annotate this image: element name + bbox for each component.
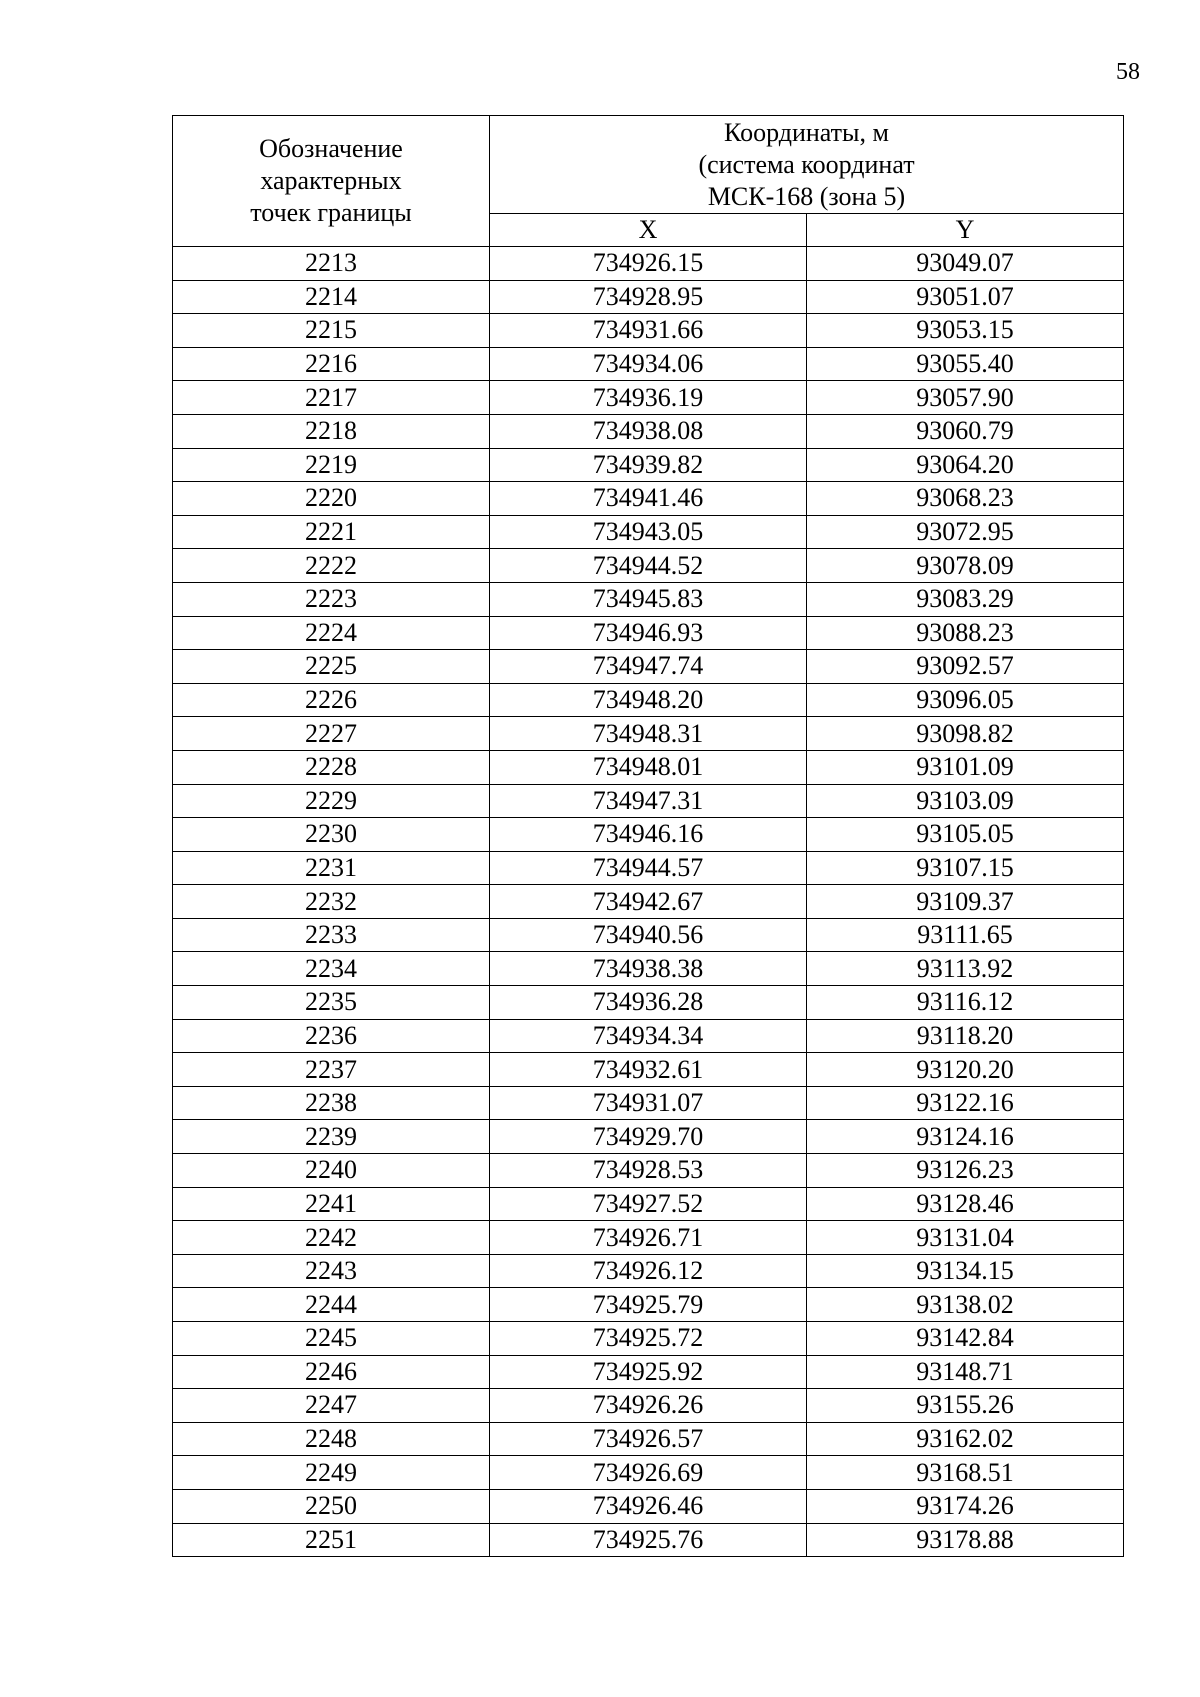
point-cell: 2245 bbox=[173, 1322, 490, 1356]
x-coordinate-cell: 734926.26 bbox=[490, 1389, 807, 1423]
table-row bbox=[173, 1053, 1124, 1087]
y-column-header: Y bbox=[807, 214, 1124, 247]
y-coordinate-cell: 93134.15 bbox=[807, 1254, 1124, 1288]
y-coordinate-cell: 93064.20 bbox=[807, 448, 1124, 482]
x-coordinate-cell: 734926.15 bbox=[490, 247, 807, 281]
x-coordinate-cell: 734926.57 bbox=[490, 1422, 807, 1456]
x-coordinate-cell: 734947.31 bbox=[490, 784, 807, 818]
y-coordinate-cell: 93101.09 bbox=[807, 750, 1124, 784]
x-coordinate-cell: 734926.71 bbox=[490, 1221, 807, 1255]
point-cell: 2243 bbox=[173, 1254, 490, 1288]
point-cell: 2223 bbox=[173, 582, 490, 616]
y-coordinate-cell: 93142.84 bbox=[807, 1322, 1124, 1356]
x-coordinate-cell: 734928.53 bbox=[490, 1154, 807, 1188]
y-coordinate-cell: 93068.23 bbox=[807, 482, 1124, 516]
table-row bbox=[173, 1154, 1124, 1188]
x-coordinate-cell: 734925.76 bbox=[490, 1523, 807, 1557]
point-cell: 2240 bbox=[173, 1154, 490, 1188]
y-coordinate-cell: 93049.07 bbox=[807, 247, 1124, 281]
y-coordinate-cell: 93118.20 bbox=[807, 1019, 1124, 1053]
table-row bbox=[173, 986, 1124, 1020]
coordinates-table bbox=[172, 115, 1124, 1557]
x-coordinate-cell: 734940.56 bbox=[490, 918, 807, 952]
table-row bbox=[173, 1254, 1124, 1288]
x-coordinate-cell: 734938.08 bbox=[490, 414, 807, 448]
point-cell: 2229 bbox=[173, 784, 490, 818]
table-row bbox=[173, 717, 1124, 751]
y-coordinate-cell: 93126.23 bbox=[807, 1154, 1124, 1188]
point-cell: 2216 bbox=[173, 347, 490, 381]
table-row bbox=[173, 1456, 1124, 1490]
table-row bbox=[173, 381, 1124, 415]
point-cell: 2246 bbox=[173, 1355, 490, 1389]
table-row bbox=[173, 1187, 1124, 1221]
table-row bbox=[173, 448, 1124, 482]
point-cell: 2242 bbox=[173, 1221, 490, 1255]
x-coordinate-cell: 734931.07 bbox=[490, 1086, 807, 1120]
y-coordinate-cell: 93092.57 bbox=[807, 650, 1124, 684]
table-row bbox=[173, 1355, 1124, 1389]
y-coordinate-cell: 93128.46 bbox=[807, 1187, 1124, 1221]
x-coordinate-cell: 734926.46 bbox=[490, 1489, 807, 1523]
y-coordinate-cell: 93078.09 bbox=[807, 549, 1124, 583]
x-coordinate-cell: 734936.28 bbox=[490, 986, 807, 1020]
x-coordinate-cell: 734942.67 bbox=[490, 885, 807, 919]
point-cell: 2225 bbox=[173, 650, 490, 684]
point-cell: 2235 bbox=[173, 986, 490, 1020]
table-row bbox=[173, 851, 1124, 885]
point-cell: 2233 bbox=[173, 918, 490, 952]
y-coordinate-cell: 93098.82 bbox=[807, 717, 1124, 751]
y-coordinate-cell: 93124.16 bbox=[807, 1120, 1124, 1154]
table-row bbox=[173, 582, 1124, 616]
y-coordinate-cell: 93105.05 bbox=[807, 818, 1124, 852]
x-column-header: X bbox=[490, 214, 807, 247]
y-coordinate-cell: 93055.40 bbox=[807, 347, 1124, 381]
table-row bbox=[173, 1120, 1124, 1154]
table-row bbox=[173, 1322, 1124, 1356]
table-row bbox=[173, 1086, 1124, 1120]
x-coordinate-cell: 734946.93 bbox=[490, 616, 807, 650]
y-coordinate-cell: 93113.92 bbox=[807, 952, 1124, 986]
point-cell: 2215 bbox=[173, 314, 490, 348]
y-coordinate-cell: 93060.79 bbox=[807, 414, 1124, 448]
table-row bbox=[173, 918, 1124, 952]
table-row bbox=[173, 314, 1124, 348]
x-coordinate-cell: 734941.46 bbox=[490, 482, 807, 516]
table-row bbox=[173, 549, 1124, 583]
x-coordinate-cell: 734927.52 bbox=[490, 1187, 807, 1221]
point-cell: 2224 bbox=[173, 616, 490, 650]
point-cell: 2221 bbox=[173, 515, 490, 549]
x-coordinate-cell: 734938.38 bbox=[490, 952, 807, 986]
designation-header: Обозначение характерных точек границы bbox=[173, 116, 490, 247]
point-cell: 2226 bbox=[173, 683, 490, 717]
table-header-row bbox=[173, 116, 1124, 214]
table-row bbox=[173, 784, 1124, 818]
point-cell: 2234 bbox=[173, 952, 490, 986]
y-coordinate-cell: 93168.51 bbox=[807, 1456, 1124, 1490]
point-cell: 2244 bbox=[173, 1288, 490, 1322]
coordinates-header: Координаты, м (система координат МСК-168 (зона 5) bbox=[490, 116, 1124, 214]
x-coordinate-cell: 734947.74 bbox=[490, 650, 807, 684]
y-coordinate-cell: 93131.04 bbox=[807, 1221, 1124, 1255]
table-row bbox=[173, 1422, 1124, 1456]
table-row bbox=[173, 750, 1124, 784]
point-cell: 2251 bbox=[173, 1523, 490, 1557]
y-coordinate-cell: 93111.65 bbox=[807, 918, 1124, 952]
point-cell: 2239 bbox=[173, 1120, 490, 1154]
point-cell: 2228 bbox=[173, 750, 490, 784]
x-coordinate-cell: 734939.82 bbox=[490, 448, 807, 482]
y-coordinate-cell: 93103.09 bbox=[807, 784, 1124, 818]
table-row bbox=[173, 1523, 1124, 1557]
x-coordinate-cell: 734948.01 bbox=[490, 750, 807, 784]
y-coordinate-cell: 93107.15 bbox=[807, 851, 1124, 885]
table-row bbox=[173, 1019, 1124, 1053]
x-coordinate-cell: 734944.57 bbox=[490, 851, 807, 885]
table-body bbox=[173, 247, 1124, 1557]
point-cell: 2222 bbox=[173, 549, 490, 583]
y-coordinate-cell: 93148.71 bbox=[807, 1355, 1124, 1389]
x-coordinate-cell: 734926.69 bbox=[490, 1456, 807, 1490]
x-coordinate-cell: 734931.66 bbox=[490, 314, 807, 348]
point-cell: 2219 bbox=[173, 448, 490, 482]
x-coordinate-cell: 734934.34 bbox=[490, 1019, 807, 1053]
point-cell: 2231 bbox=[173, 851, 490, 885]
y-coordinate-cell: 93174.26 bbox=[807, 1489, 1124, 1523]
point-cell: 2218 bbox=[173, 414, 490, 448]
point-cell: 2232 bbox=[173, 885, 490, 919]
table-row bbox=[173, 616, 1124, 650]
table-row bbox=[173, 482, 1124, 516]
table-row bbox=[173, 1288, 1124, 1322]
y-coordinate-cell: 93178.88 bbox=[807, 1523, 1124, 1557]
page-number: 58 bbox=[1116, 59, 1140, 85]
table-row bbox=[173, 818, 1124, 852]
x-coordinate-cell: 734946.16 bbox=[490, 818, 807, 852]
y-coordinate-cell: 93057.90 bbox=[807, 381, 1124, 415]
point-cell: 2241 bbox=[173, 1187, 490, 1221]
point-cell: 2250 bbox=[173, 1489, 490, 1523]
y-coordinate-cell: 93162.02 bbox=[807, 1422, 1124, 1456]
y-coordinate-cell: 93155.26 bbox=[807, 1389, 1124, 1423]
point-cell: 2238 bbox=[173, 1086, 490, 1120]
table-row bbox=[173, 1221, 1124, 1255]
point-cell: 2214 bbox=[173, 280, 490, 314]
y-coordinate-cell: 93083.29 bbox=[807, 582, 1124, 616]
point-cell: 2249 bbox=[173, 1456, 490, 1490]
point-cell: 2217 bbox=[173, 381, 490, 415]
table-row bbox=[173, 414, 1124, 448]
point-cell: 2236 bbox=[173, 1019, 490, 1053]
table-row bbox=[173, 515, 1124, 549]
x-coordinate-cell: 734925.72 bbox=[490, 1322, 807, 1356]
point-cell: 2237 bbox=[173, 1053, 490, 1087]
y-coordinate-cell: 93051.07 bbox=[807, 280, 1124, 314]
x-coordinate-cell: 734925.92 bbox=[490, 1355, 807, 1389]
table-row bbox=[173, 247, 1124, 281]
point-cell: 2247 bbox=[173, 1389, 490, 1423]
table-row bbox=[173, 1489, 1124, 1523]
x-coordinate-cell: 734943.05 bbox=[490, 515, 807, 549]
point-cell: 2213 bbox=[173, 247, 490, 281]
table-row bbox=[173, 1389, 1124, 1423]
point-cell: 2220 bbox=[173, 482, 490, 516]
table-row bbox=[173, 347, 1124, 381]
table-row bbox=[173, 650, 1124, 684]
y-coordinate-cell: 93138.02 bbox=[807, 1288, 1124, 1322]
y-coordinate-cell: 93053.15 bbox=[807, 314, 1124, 348]
y-coordinate-cell: 93096.05 bbox=[807, 683, 1124, 717]
point-cell: 2227 bbox=[173, 717, 490, 751]
table-row bbox=[173, 280, 1124, 314]
x-coordinate-cell: 734926.12 bbox=[490, 1254, 807, 1288]
y-coordinate-cell: 93122.16 bbox=[807, 1086, 1124, 1120]
y-coordinate-cell: 93109.37 bbox=[807, 885, 1124, 919]
y-coordinate-cell: 93072.95 bbox=[807, 515, 1124, 549]
table-row bbox=[173, 885, 1124, 919]
table-row bbox=[173, 952, 1124, 986]
x-coordinate-cell: 734948.31 bbox=[490, 717, 807, 751]
point-cell: 2248 bbox=[173, 1422, 490, 1456]
x-coordinate-cell: 734948.20 bbox=[490, 683, 807, 717]
x-coordinate-cell: 734932.61 bbox=[490, 1053, 807, 1087]
point-cell: 2230 bbox=[173, 818, 490, 852]
table-row bbox=[173, 683, 1124, 717]
y-coordinate-cell: 93088.23 bbox=[807, 616, 1124, 650]
x-coordinate-cell: 734944.52 bbox=[490, 549, 807, 583]
x-coordinate-cell: 734936.19 bbox=[490, 381, 807, 415]
x-coordinate-cell: 734945.83 bbox=[490, 582, 807, 616]
y-coordinate-cell: 93120.20 bbox=[807, 1053, 1124, 1087]
x-coordinate-cell: 734929.70 bbox=[490, 1120, 807, 1154]
x-coordinate-cell: 734925.79 bbox=[490, 1288, 807, 1322]
y-coordinate-cell: 93116.12 bbox=[807, 986, 1124, 1020]
x-coordinate-cell: 734928.95 bbox=[490, 280, 807, 314]
x-coordinate-cell: 734934.06 bbox=[490, 347, 807, 381]
